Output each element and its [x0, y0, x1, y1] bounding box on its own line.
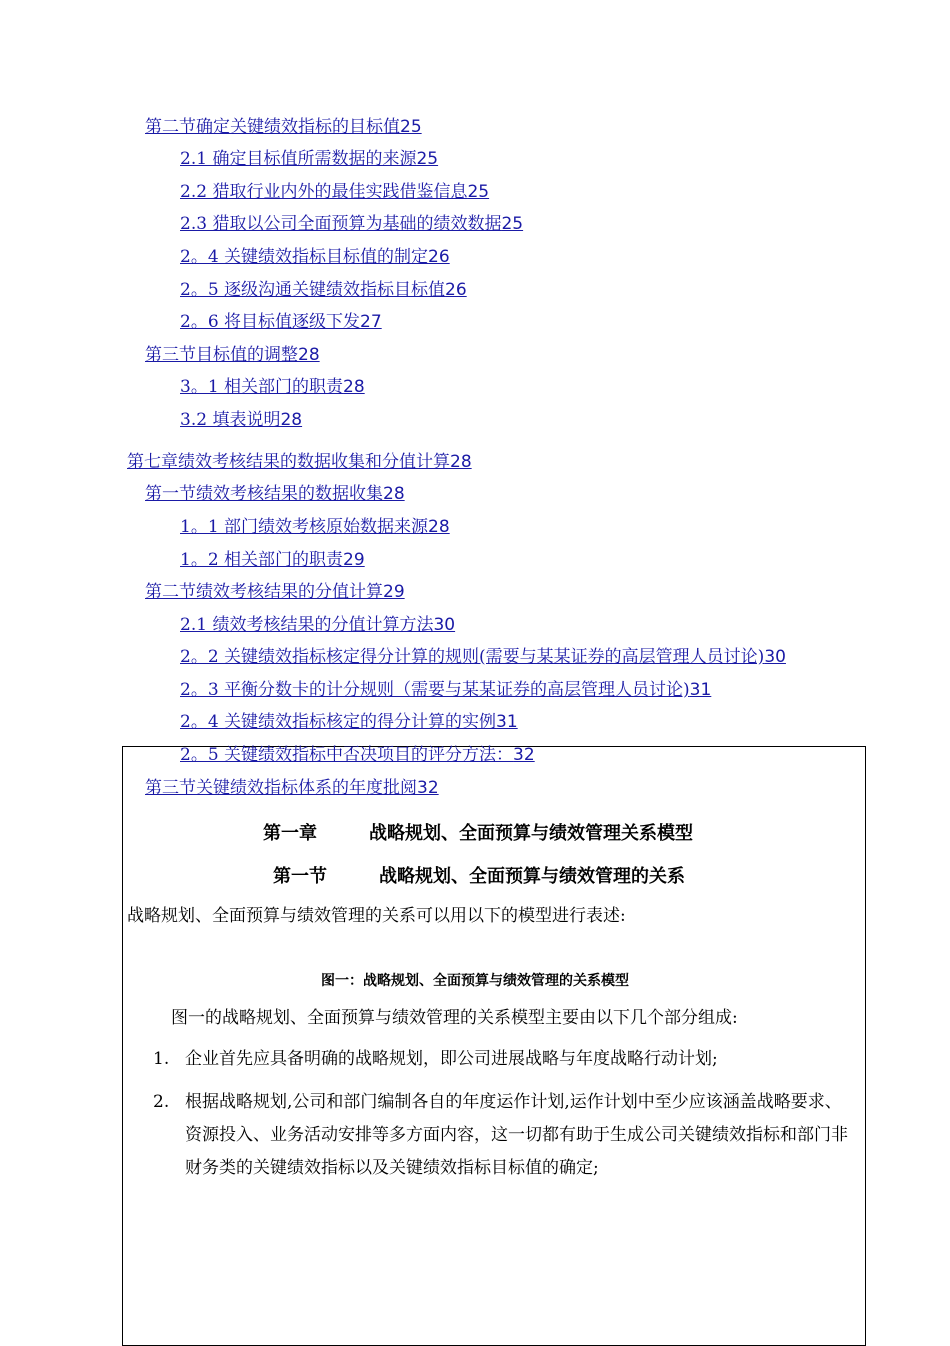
- list-item: [153, 1043, 858, 1076]
- section-title: 战略规划、全面预算与绩效管理的关系: [379, 866, 685, 887]
- intro-text: 战略规划、全面预算与绩效管理的关系可以用以下的模型进行表述:: [127, 906, 626, 926]
- chapter-title: 战略规划、全面预算与绩效管理关系模型: [369, 823, 693, 844]
- toc-link[interactable]: 1。1 部门绩效考核原始数据来源28: [180, 517, 450, 537]
- toc-link[interactable]: 第三节关键绩效指标体系的年度批阅32: [145, 778, 439, 798]
- toc-link[interactable]: 2.1 绩效考核结果的分值计算方法30: [180, 615, 456, 635]
- paragraph: 图一的战略规划、全面预算与绩效管理的关系模型主要由以下几个部分组成:: [171, 1008, 738, 1028]
- section-label: 第一节: [273, 866, 327, 887]
- toc-link[interactable]: 2。4 关键绩效指标核定的得分计算的实例31: [180, 712, 518, 732]
- toc-link[interactable]: 第二节确定关键绩效指标的目标值25: [145, 117, 422, 137]
- toc-link[interactable]: 第一节绩效考核结果的数据收集28: [145, 484, 405, 504]
- chapter-heading: [263, 819, 693, 845]
- list-text: 根据战略规划,公司和部门编制各自的年度运作计划,运作计划中至少应该涵盖战略要求、资源投入、业务活动安排等多方面内容，这一切都有助于生成公司关键绩效指标和部门非财务类的关键绩效指标以及关键绩效指标目标值的确定;: [185, 1092, 848, 1178]
- list-number: 2.: [153, 1092, 170, 1112]
- toc-link[interactable]: 2.1 确定目标值所需数据的来源25: [180, 149, 439, 169]
- toc-link[interactable]: 2.2 猎取行业内外的最佳实践借鉴信息25: [180, 182, 490, 202]
- chapter-label: 第一章: [263, 823, 317, 844]
- toc-link[interactable]: 3.2 填表说明28: [180, 410, 303, 430]
- toc-link[interactable]: 第七章绩效考核结果的数据收集和分值计算28: [127, 452, 472, 472]
- figure-caption: 图一：战略规划、全面预算与绩效管理的关系模型: [321, 973, 629, 989]
- toc-link[interactable]: 2。4 关键绩效指标目标值的制定26: [180, 247, 450, 267]
- toc-link[interactable]: 2。5 逐级沟通关键绩效指标目标值26: [180, 280, 467, 300]
- toc-link[interactable]: 第二节绩效考核结果的分值计算29: [145, 582, 405, 602]
- list-text: 企业首先应具备明确的战略规划，即公司进展战略与年度战略行动计划;: [185, 1049, 718, 1069]
- section-heading: [273, 862, 685, 888]
- toc-link[interactable]: 1。2 相关部门的职责29: [180, 550, 365, 570]
- toc-link[interactable]: 第三节目标值的调整28: [145, 345, 320, 365]
- toc-link[interactable]: 2.3 猎取以公司全面预算为基础的绩效数据25: [180, 214, 524, 234]
- toc-link[interactable]: 2。5 关键绩效指标中否决项目的评分方法：32: [180, 745, 535, 765]
- toc-link[interactable]: 2。3 平衡分数卡的计分规则（需要与某某证券的高层管理人员讨论)31: [180, 680, 712, 700]
- toc-link[interactable]: 2。6 将目标值逐级下发27: [180, 312, 382, 332]
- list-number: 1.: [153, 1049, 170, 1069]
- toc-link[interactable]: 2。2 关键绩效指标核定得分计算的规则(需要与某某证券的高层管理人员讨论)30: [180, 647, 786, 667]
- toc-link[interactable]: 3。1 相关部门的职责28: [180, 377, 365, 397]
- list-item: [153, 1086, 858, 1185]
